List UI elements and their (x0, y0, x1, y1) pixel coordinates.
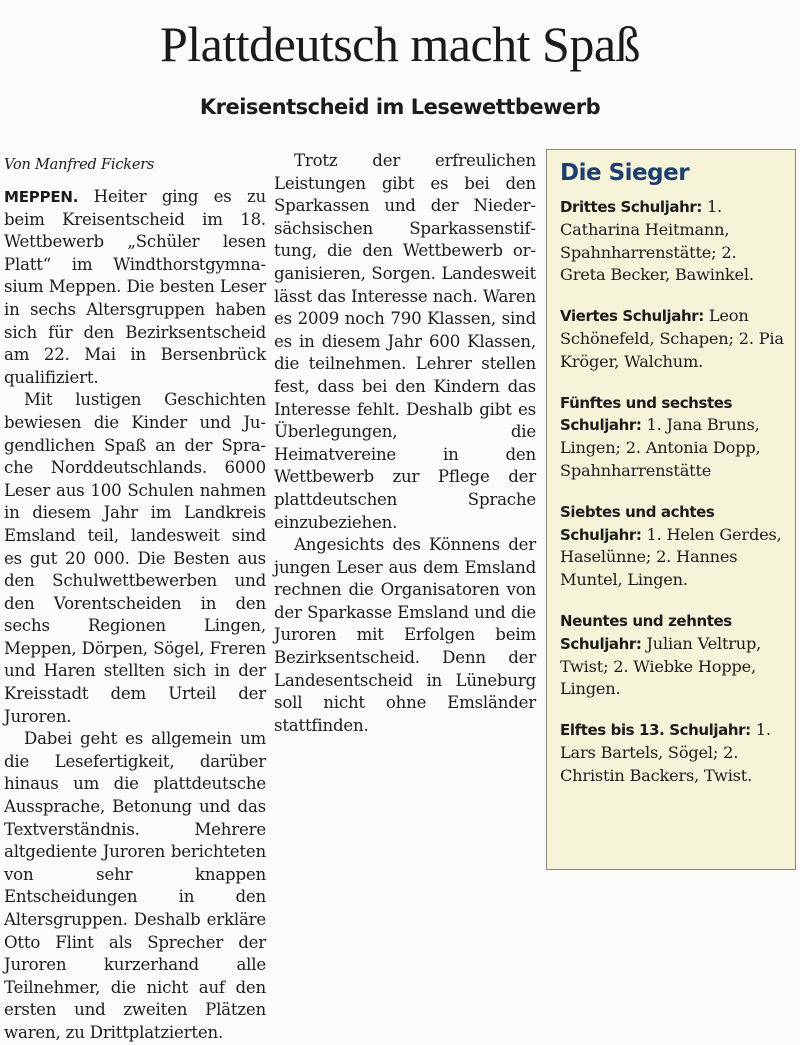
winner-text: Leon Schönefeld, Schapen; 2. Pia Kröger, Walchum. (560, 306, 784, 371)
winner-label: Neuntes und zehntes Schuljahr: (560, 611, 732, 653)
subheadline: Kreisentscheid im Lesewettbewerb (199, 95, 601, 119)
winner-label: Viertes Schuljahr: (560, 307, 704, 326)
article-column-1 (4, 150, 266, 1045)
winner-text: 1. Lars Bartels, Sögel; 2. Christin Backers, Twist. (560, 720, 771, 785)
winner-label: Fünftes und sechstes Schuljahr: (560, 393, 733, 435)
paragraph-1 (4, 186, 266, 389)
winners-title: Die Sieger (560, 160, 690, 186)
paragraph-2: Mit lustigen Geschichten bewiesen die Kinder und Jugendlichen Spaß an der Sprache Norddeutschlands. 6000 Leser aus 100 Schulen nahmen in diesem Jahr im Landkreis Emsland teil, landesweit sind es gut 20 000. Die Besten aus den Schulwettbewerben und den Vorentscheiden in den sechs Regionen Lingen, Meppen, Dörpen, Sögel, Freren und Haren stellten sich in der Kreisstadt dem Urteil der Juroren. (4, 390, 266, 726)
paragraph-3: Dabei geht es allgemein um die Lesefertigkeit, darüber hinaus um die plattdeutsche Aussprache, Betonung und das Textverständnis. Mehrere altgediente Juroren berichteten von sehr knappen Entscheidungen in den Altersgruppen. Deshalb erkläre Otto Flint als Sprecher der Juroren kurzerhand alle Teilnehmer, die nicht auf den ersten und zweiten Plätzen waren, zu Drittplatzierten. (4, 729, 266, 1042)
winner-entry (560, 501, 785, 592)
winner-entry (560, 719, 785, 787)
byline: Von Manfred Fickers (4, 157, 155, 173)
paragraph-1-text: Heiter ging es zu beim Kreisentscheid im 18. Wettbewerb „Schüler lesen Platt“ im Windthorstgymnasium Meppen. Die besten Leser in sechs Altersgruppen haben sich für den Bezirksentscheid am 22. Mai in Bersenbrück qualifiziert. (4, 187, 267, 387)
headline: Plattdeutsch macht Spaß (159, 16, 641, 72)
winner-label: Siebtes und achtes Schuljahr: (560, 502, 715, 544)
winner-text: Julian Veltrup, Twist; 2. Wiebke Hoppe, Lingen. (560, 633, 762, 699)
winners-box (546, 149, 796, 870)
paragraph-5: Angesichts des Könnens der jungen Leser aus dem Emsland rechnen die Organisatoren von der Sparkasse Emsland und die Juroren mit Erfolgen beim Bezirksentscheid. Denn der Landesentscheid in Lüneburg soll nicht ohne Emsländer stattfinden. (274, 535, 536, 735)
winner-entry (560, 392, 785, 483)
winner-entry (560, 305, 785, 373)
article-column-2 (274, 150, 536, 737)
winner-text: 1. Catharina Heitmann, Spahnharrenstätte; 2. Greta Becker, Bawinkel. (560, 197, 754, 285)
winner-entry (560, 610, 785, 701)
paragraph-4: Trotz der erfreulichen Leistungen gibt es bei den Sparkassen und der Niedersächsischen Sparkassenstiftung, die den Wettbewerb organisieren, Sorgen. Landesweit lässt das Interesse nach. Waren es 2009 noch 790 Klassen, sind es in diesem Jahr 600 Klassen, die teilnehmen. Lehrer stellen fest, dass bei den Kindern das Interesse fehlt. Deshalb gibt es Überlegungen, die Heimatvereine in den Wettbewerb zur Pflege der plattdeutschen Sprache einzubeziehen. (274, 151, 536, 532)
winner-label: Elftes bis 13. Schuljahr: (560, 721, 751, 740)
winner-text: 1. Helen Gerdes, Haselünne; 2. Hannes Muntel, Lingen. (560, 524, 782, 590)
winner-entry (560, 196, 785, 287)
winner-label: Drittes Schuljahr: (560, 198, 702, 216)
dateline: MEPPEN. (4, 188, 79, 206)
winner-text: 1. Jana Bruns, Lingen; 2. Antonia Dopp, Spahnharrenstätte (560, 415, 761, 480)
